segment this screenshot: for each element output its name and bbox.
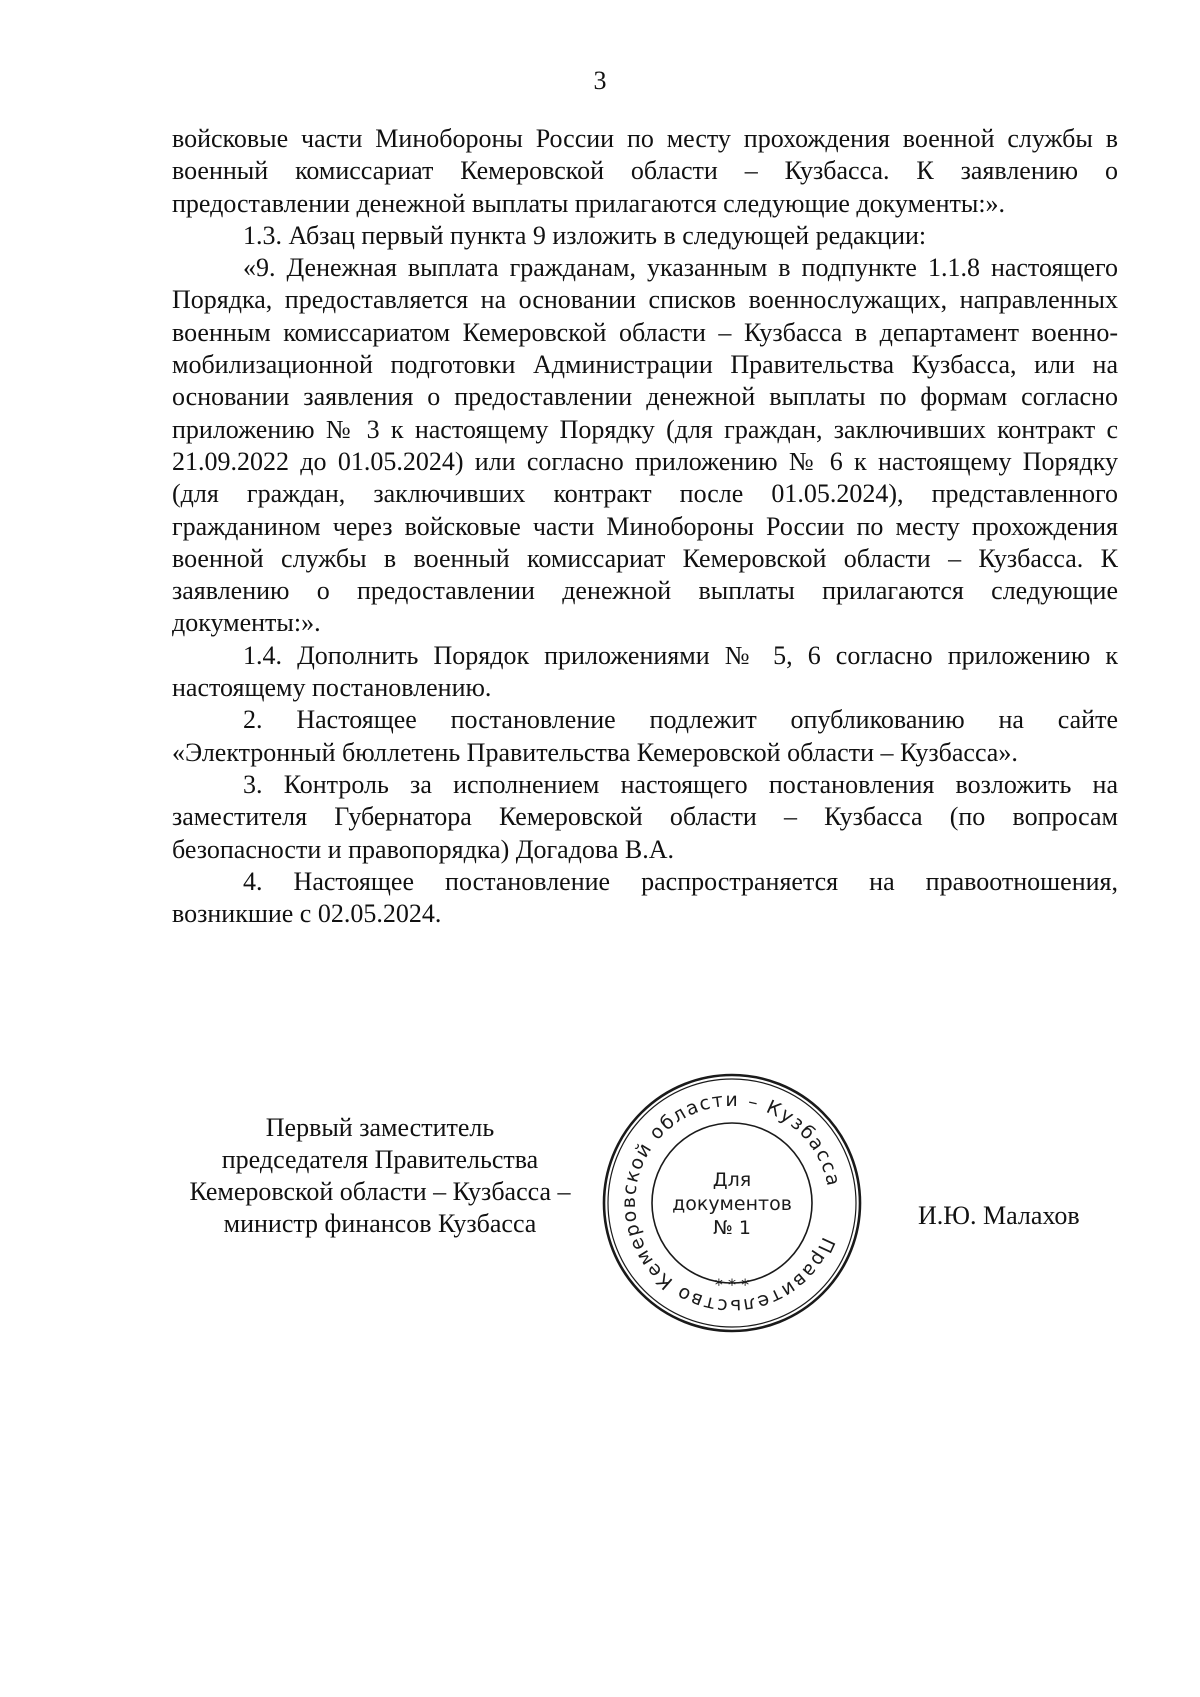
signatory-position-line: председателя Правительства xyxy=(221,1145,539,1174)
seal-center-line: Для xyxy=(712,1169,752,1191)
paragraph-4: 4. Настоящее постановление распространяется на правоотношения, возникшие с 02.05.2024. xyxy=(172,866,1118,929)
seal-center-line: документов xyxy=(672,1193,792,1215)
official-seal xyxy=(597,1068,867,1338)
signatory-name: И.Ю. Малахов xyxy=(918,1201,1080,1230)
signatory-position xyxy=(160,1112,600,1240)
paragraph-2: 2. Настоящее постановление подлежит опубликованию на сайте «Электронный бюллетень Правительства Кемеровской области – Кузбасса». xyxy=(172,705,1118,767)
seal-graphic xyxy=(597,1068,867,1338)
signatory-position-line: министр финансов Кузбасса xyxy=(223,1209,537,1238)
seal-stars: * * * xyxy=(714,1275,750,1294)
seal-ring-text: Правительство Кемеровской области – Кузбасса xyxy=(617,1088,845,1318)
seal-center-line: № 1 xyxy=(713,1217,751,1239)
document-body xyxy=(172,123,1118,930)
page-number: 3 xyxy=(593,66,607,95)
paragraph-1-3: 1.3. Абзац первый пункта 9 изложить в следующей редакции: xyxy=(243,220,927,250)
signatory-position-line: Кемеровской области – Кузбасса – xyxy=(189,1177,571,1206)
paragraph-continuation: войсковые части Минобороны России по месту прохождения военной службы в военный комиссариат Кемеровской области – Кузбасса. К заявлению о предоставлении денежной выплаты прилагаются следующие документы:». xyxy=(172,124,1118,218)
signatory-position-line: Первый заместитель xyxy=(265,1113,495,1142)
paragraph-3: 3. Контроль за исполнением настоящего постановления возложить на заместителя Губернатора Кемеровской области – Кузбасса (по вопросам безопасности и правопорядка) Догадова В.А. xyxy=(172,769,1118,864)
paragraph-1-4: 1.4. Дополнить Порядок приложениями № 5, 6 согласно приложению к настоящему постановлению. xyxy=(172,640,1118,703)
paragraph-quoted-item-9: «9. Денежная выплата гражданам, указанным в подпункте 1.1.8 настоящего Порядка, предоставляется на основании списков военнослужащих, направленных военным комиссариатом Кемеровской области – Кузбасса в департамент военно-мобилизационной подготовки Администрации Правительства Кузбасса, или на основании заявления о предоставлении денежной выплаты по формам согласно приложению № 3 к настоящему Порядку (для граждан, заключивших контракт с 21.09.2022 до 01.05.2024) или согласно приложению № 6 к настоящему Порядку (для граждан, заключивших контракт после 01.05.2024), представленного гражданином через войсковые части Минобороны России по месту прохождения военной службы в военный комиссариат Кемеровской области – Кузбасса. К заявлению о предоставлении денежной выплаты прилагаются следующие документы:». xyxy=(172,253,1118,638)
